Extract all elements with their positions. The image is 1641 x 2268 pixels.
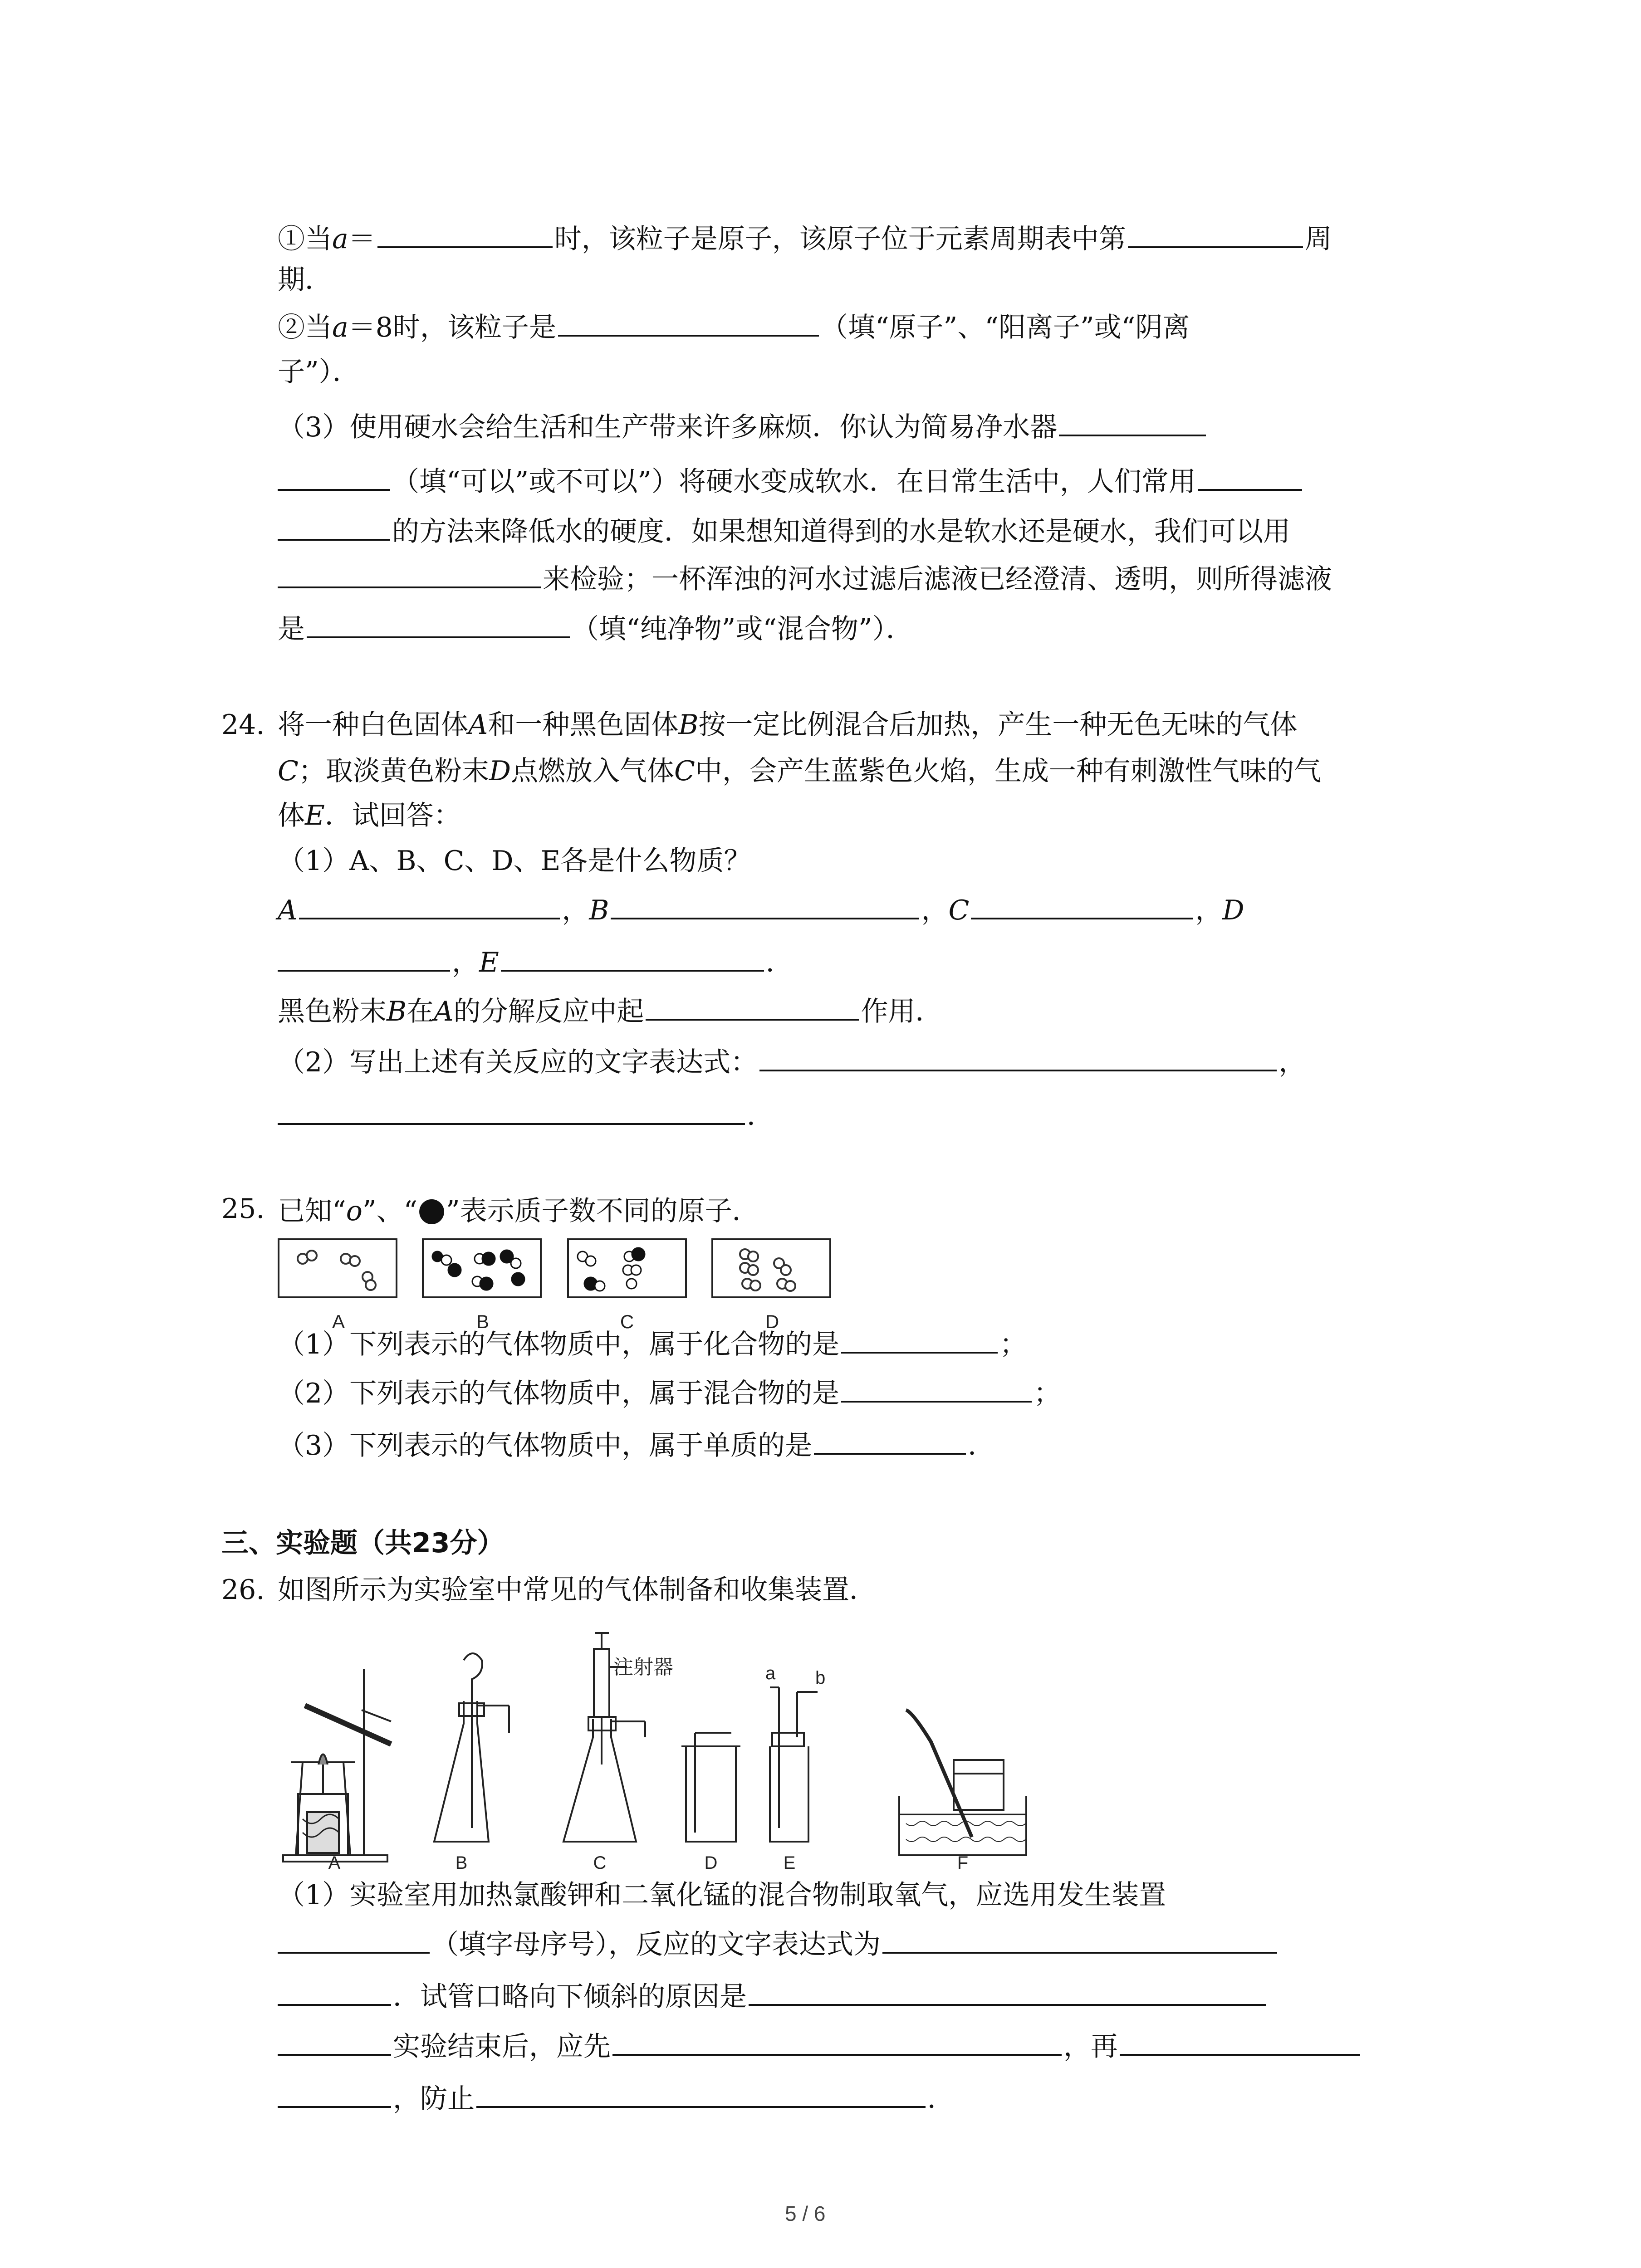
section-heading: 三、实验题（共23分） <box>221 1527 505 1559</box>
answer-blank[interactable] <box>501 943 764 972</box>
port-a-label: a <box>765 1663 776 1683</box>
q26-line-1: 如图所示为实验室中常见的气体制备和收集装置． <box>278 1574 877 1606</box>
q26-number: 26. <box>221 1574 265 1606</box>
box-label-a: A <box>332 1311 345 1332</box>
answer-blank[interactable] <box>971 891 1193 919</box>
q25-number: 25. <box>221 1193 265 1225</box>
answer-blank[interactable] <box>612 2028 1062 2056</box>
answer-blank[interactable] <box>377 220 553 248</box>
apparatus-label-d: D <box>704 1853 718 1869</box>
answer-blank[interactable] <box>841 1374 1032 1403</box>
answer-blank[interactable] <box>1198 463 1302 491</box>
q26-line-2: （1）实验室用加热氯酸钾和二氧化锰的混合物制取氧气，应选用发生装置 <box>278 1879 1166 1911</box>
apparatus-a <box>283 1669 391 1862</box>
q25-line-1: 已知“o”、“●”表示质子数不同的原子． <box>278 1190 759 1228</box>
page-number: 5 / 6 <box>785 2202 826 2225</box>
apparatus-label-b: B <box>455 1853 468 1869</box>
q24-line-9: ． <box>278 1097 774 1134</box>
box-c-atoms <box>578 1248 645 1291</box>
apparatus-e <box>770 1687 818 1842</box>
answer-blank[interactable] <box>611 891 919 919</box>
q26-line-4: ．试管口略向下倾斜的原因是 <box>278 1978 1268 2015</box>
answer-blank[interactable] <box>278 943 450 972</box>
answer-blank[interactable] <box>882 1926 1277 1954</box>
q24-line-6: ，E ． <box>278 943 793 981</box>
q24-line-3: 体E．试回答： <box>278 800 461 831</box>
q24-line-8: （2）写出上述有关反应的文字表达式： ， <box>278 1043 1306 1080</box>
apparatus-label-e: E <box>783 1853 796 1869</box>
answer-blank[interactable] <box>278 2028 391 2056</box>
answer-blank[interactable] <box>278 1978 391 2006</box>
box-d-atoms <box>740 1249 795 1291</box>
q24-line-4: （1）A、B、C、D、E各是什么物质？ <box>278 845 751 877</box>
q23-line-9: 是 （填“纯净物”或“混合物”）． <box>278 610 913 647</box>
q24-number: 24. <box>221 709 265 741</box>
box-d <box>712 1239 830 1297</box>
apparatus-label-a: A <box>328 1853 341 1869</box>
q23-line-2: 期． <box>278 264 332 296</box>
q23-line-6: （填“可以”或不可以”）将硬水变成软水．在日常生活中，人们常用 <box>278 463 1304 500</box>
answer-blank[interactable] <box>558 308 819 337</box>
box-label-d: D <box>765 1311 779 1332</box>
q23-line-8: 来检验；一杯浑浊的河水过滤后滤液已经澄清、透明，则所得滤液 <box>278 560 1332 597</box>
q23-line-4: 子”）． <box>278 356 360 388</box>
answer-blank[interactable] <box>278 560 541 588</box>
q26-line-3: （填字母序号），反应的文字表达式为 <box>278 1926 1279 1963</box>
answer-blank[interactable] <box>278 2080 391 2108</box>
q25-sub-1: （1）下列表示的气体物质中，属于化合物的是 ； <box>278 1325 1027 1363</box>
answer-blank[interactable] <box>1059 408 1206 436</box>
lab-apparatus-figure <box>278 1628 1049 1869</box>
answer-blank[interactable] <box>299 891 560 919</box>
q23-line-5: （3）使用硬水会给生活和生产带来许多麻烦．你认为简易净水器 <box>278 408 1208 445</box>
port-b-label: b <box>815 1668 826 1688</box>
answer-blank[interactable] <box>646 992 859 1021</box>
q26-line-5: 实验结束后，应先 ，再 <box>278 2028 1362 2065</box>
q26-line-6: ，防止 ． <box>278 2080 955 2117</box>
apparatus-d <box>681 1733 740 1842</box>
apparatus-label-f: F <box>957 1853 969 1869</box>
answer-blank[interactable] <box>278 1926 430 1954</box>
answer-blank[interactable] <box>278 1097 745 1125</box>
answer-blank[interactable] <box>841 1325 998 1354</box>
q24-line-5: A ，B ，C ，D <box>278 891 1244 929</box>
answer-blank[interactable] <box>814 1427 966 1455</box>
apparatus-f <box>899 1710 1026 1855</box>
answer-blank[interactable] <box>1120 2028 1360 2056</box>
q25-sub-2: （2）下列表示的气体物质中，属于混合物的是 ； <box>278 1374 1061 1412</box>
q24-line-1: 将一种白色固体A和一种黑色固体B按一定比例混合后加热，产生一种无色无味的气体 <box>278 709 1298 741</box>
box-a-atoms <box>298 1251 376 1290</box>
answer-blank[interactable] <box>278 463 390 491</box>
q23-line-1: ①当a＝ 时，该粒子是原子，该原子位于元素周期表中第 周 <box>278 220 1332 257</box>
box-label-c: C <box>620 1311 634 1332</box>
q25-sub-3: （3）下列表示的气体物质中，属于单质的是 ． <box>278 1427 995 1464</box>
box-label-b: B <box>476 1311 490 1332</box>
molecule-boxes-figure <box>278 1238 877 1338</box>
q23-line-3: ②当a＝8时，该粒子是 （填“原子”、“阳离子”或“阴离 <box>278 308 1190 346</box>
answer-blank[interactable] <box>278 513 390 541</box>
q23-line-7: 的方法来降低水的硬度．如果想知道得到的水是软水还是硬水，我们可以用 <box>278 513 1290 550</box>
box-a <box>279 1239 397 1297</box>
answer-blank[interactable] <box>1128 220 1303 248</box>
answer-blank[interactable] <box>307 610 570 638</box>
syringe-label: 注射器 <box>613 1656 673 1678</box>
q24-line-2: C；取淡黄色粉末D点燃放入气体C中，会产生蓝紫色火焰，生成一种有刺激性气味的气 <box>278 755 1321 787</box>
box-b-atoms <box>432 1250 524 1290</box>
answer-blank[interactable] <box>759 1043 1277 1071</box>
apparatus-b <box>434 1653 509 1842</box>
answer-blank[interactable] <box>476 2080 926 2108</box>
apparatus-label-c: C <box>593 1853 607 1869</box>
answer-blank[interactable] <box>749 1978 1266 2006</box>
q24-line-7: 黑色粉末B在A的分解反应中起 作用． <box>278 992 942 1030</box>
